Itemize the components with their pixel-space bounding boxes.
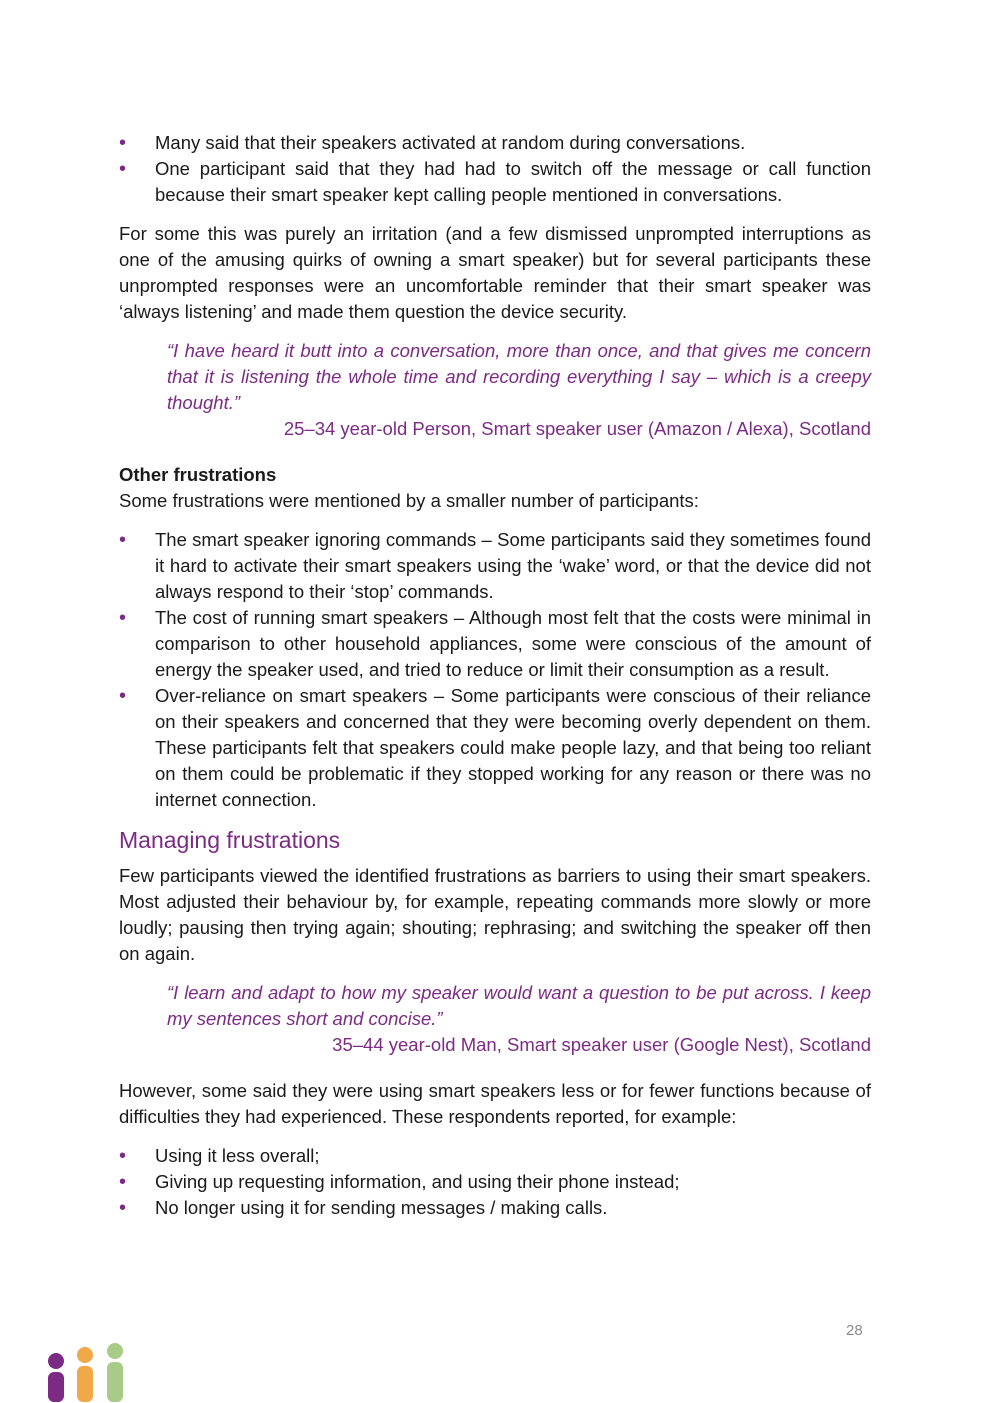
- section-heading: Managing frustrations: [119, 827, 341, 853]
- page-number: 28: [846, 1322, 863, 1339]
- page-content: [119, 130, 871, 1221]
- list-item: • Over-reliance on smart speakers – Some participants were conscious of their reliance on their speakers and concerned that they were becoming overly dependent on them. These participants felt that speakers could make people lazy, and that being too reliant on them could be problematic if they stopped working for any reason or there was no internet connection.: [119, 683, 871, 813]
- paragraph: Some frustrations were mentioned by a smaller number of participants:: [119, 490, 699, 511]
- paragraph: However, some said they were using smart speakers less or for fewer functions because of difficulties they had experienced. These respondents reported, for example:: [119, 1080, 871, 1127]
- list-item: • Many said that their speakers activated at random during conversations.: [119, 130, 871, 156]
- list-item: • One participant said that they had had to switch off the message or call function because their smart speaker kept calling people mentioned in conversations.: [119, 156, 871, 208]
- list-item: • The cost of running smart speakers – Although most felt that the costs were minimal in comparison to other household appliances, some were conscious of the amount of energy the speaker used, and tried to reduce or limit their consumption as a result.: [119, 605, 871, 683]
- paragraph: Few participants viewed the identified frustrations as barriers to using their smart speakers. Most adjusted their behaviour by, for example, repeating commands more slowly or more loudly; pausing then trying again; shouting; rephrasing; and switching the speaker off then on again.: [119, 865, 871, 964]
- list-item: • The smart speaker ignoring commands – Some participants said they sometimes found it hard to activate their smart speakers using the ‘wake’ word, or that the device did not always respond to their ‘stop’ commands.: [119, 527, 871, 605]
- quote-attribution: 35–44 year-old Man, Smart speaker user (Google Nest), Scotland: [332, 1034, 871, 1055]
- three-people-icon: [44, 1342, 130, 1402]
- list-item: • No longer using it for sending messages / making calls.: [119, 1195, 871, 1221]
- quote: “I have heard it butt into a conversation, more than once, and that gives me concern that it is listening the whole time and recording everything I say – which is a creepy thought.”: [167, 340, 871, 413]
- bullet-list-bottom: [119, 1143, 871, 1221]
- section-heading: Other frustrations: [119, 464, 277, 485]
- list-item: • Giving up requesting information, and using their phone instead;: [119, 1169, 871, 1195]
- quote-attribution: 25–34 year-old Person, Smart speaker user (Amazon / Alexa), Scotland: [283, 418, 871, 439]
- bullet-list-top: [119, 130, 871, 208]
- list-item: • Using it less overall;: [119, 1143, 871, 1169]
- quote: “I learn and adapt to how my speaker would want a question to be put across. I keep my sentences short and concise.”: [167, 982, 871, 1029]
- bullet-list-frustrations: [119, 527, 871, 813]
- paragraph: For some this was purely an irritation (and a few dismissed unprompted interruptions as one of the amusing quirks of owning a smart speaker) but for several participants these unprompted responses were an uncomfortable reminder that their smart speaker was ‘always listening’ and made them question the device security.: [119, 223, 871, 322]
